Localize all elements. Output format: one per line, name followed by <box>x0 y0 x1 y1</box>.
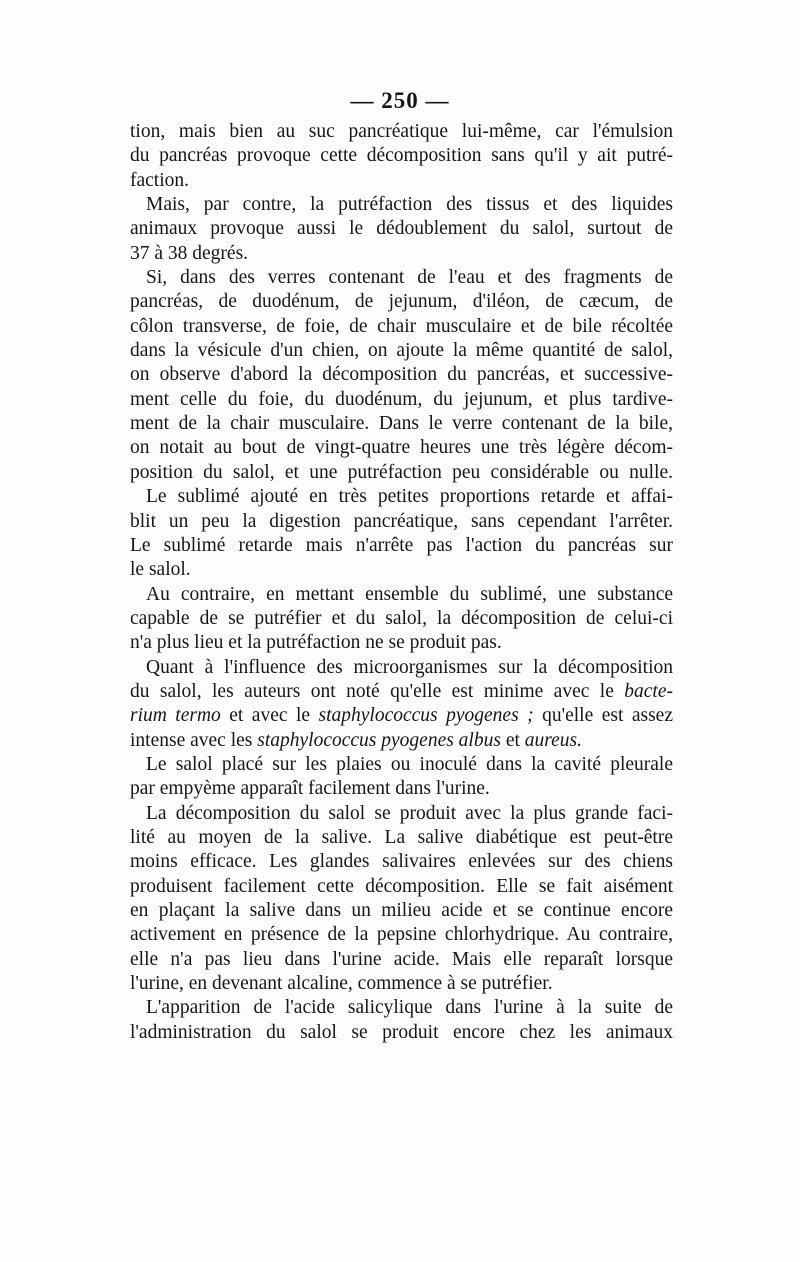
text-segment: intense avec les <box>130 729 258 751</box>
text-line: Mais, par contre, la putréfaction des tissus et des liquides <box>146 194 673 216</box>
text-line: Le salol placé sur les plaies ou inoculé dans la cavité pleurale <box>146 753 673 775</box>
text-line: L'apparition de l'acide salicylique dans l'urine à la suite de <box>146 997 673 1019</box>
text-line: on observe d'abord la décomposition du pancréas, et successive- <box>130 364 673 386</box>
text-line <box>130 729 673 753</box>
text-line: produisent facilement cette décomposition. Elle se fait aisément <box>130 875 673 897</box>
text-line: dans la vésicule d'un chien, on ajoute la même quantité de salol, <box>130 340 673 362</box>
text-segment: et avec le <box>220 705 319 727</box>
text-line: côlon transverse, de foie, de chair musculaire et de bile récoltée <box>130 315 673 337</box>
text-line: tion, mais bien au suc pancréatique lui-même, car l'émulsion <box>130 121 673 142</box>
text-line <box>130 680 673 704</box>
text-line: lité au moyen de la salive. La salive diabétique est peut-être <box>130 826 673 848</box>
text-line: 37 à 38 degrés. <box>130 242 249 264</box>
text-line: blit un peu la digestion pancréatique, sans cependant l'arrêter. <box>130 510 673 532</box>
italic-text: staphylococcus pyogenes ; <box>318 705 534 727</box>
text-line: pancréas, de duodénum, de jejunum, d'iléon, de cæcum, de <box>130 291 673 313</box>
text-line: ment celle du foie, du duodénum, du jejunum, et plus tardive- <box>130 388 673 410</box>
text-line: l'administration du salol se produit encore chez les animaux <box>130 1021 673 1043</box>
text-segment: qu'elle est assez <box>533 705 673 727</box>
text-line: capable de se putréfier et du salol, la décomposition de celui-ci <box>130 607 673 629</box>
text-line: par empyème apparaît facilement dans l'urine. <box>130 778 490 800</box>
text-line: l'urine, en devenant alcaline, commence à se putréfier. <box>130 973 553 995</box>
text-line: animaux provoque aussi le dédoublement du salol, surtout de <box>130 218 673 240</box>
italic-text: aureus. <box>524 729 583 751</box>
text-segment: du salol, les auteurs ont noté qu'elle est minime avec le <box>130 680 625 702</box>
text-line: Si, dans des verres contenant de l'eau et des fragments de <box>146 267 673 289</box>
text-line: elle n'a pas lieu dans l'urine acide. Mais elle reparaît lorsque <box>130 948 673 970</box>
text-line: position du salol, et une putréfaction peu considérable ou nulle. <box>130 461 673 483</box>
text-line: moins efficace. Les glandes salivaires enlevées sur des chiens <box>130 851 673 873</box>
text-line: faction. <box>130 169 190 191</box>
text-line: on notait au bout de vingt-quatre heures une très légère décom- <box>130 437 673 459</box>
text-line: activement en présence de la pepsine chlorhydrique. Au contraire, <box>130 924 673 946</box>
italic-text: bacte- <box>624 680 673 702</box>
text-line: ment de la chair musculaire. Dans le verre contenant de la bile, <box>130 413 673 435</box>
italic-text: rium termo <box>130 705 221 727</box>
text-line: du pancréas provoque cette décomposition sans qu'il y ait putré- <box>130 145 673 167</box>
text-line: Le sublimé retarde mais n'arrête pas l'action du pancréas sur <box>130 534 673 556</box>
text-line <box>130 704 673 728</box>
body-text <box>130 120 673 1045</box>
text-line: Quant à l'influence des microorganismes sur la décomposition <box>146 656 673 678</box>
text-line: en plaçant la salive dans un milieu acide et se continue encore <box>130 900 673 921</box>
text-segment: et <box>500 729 525 751</box>
text-line: Le sublimé ajouté en très petites proportions retarde et affai- <box>146 486 673 508</box>
text-line: le salol. <box>130 559 191 581</box>
text-line: n'a plus lieu et la putréfaction ne se produit pas. <box>130 632 502 654</box>
page-number: — 250 — <box>350 88 450 113</box>
text-line: La décomposition du salol se produit avec la plus grande faci- <box>146 802 673 824</box>
text-line: Au contraire, en mettant ensemble du sublimé, une substance <box>146 583 673 605</box>
italic-text: staphylococcus pyogenes albus <box>257 729 501 751</box>
